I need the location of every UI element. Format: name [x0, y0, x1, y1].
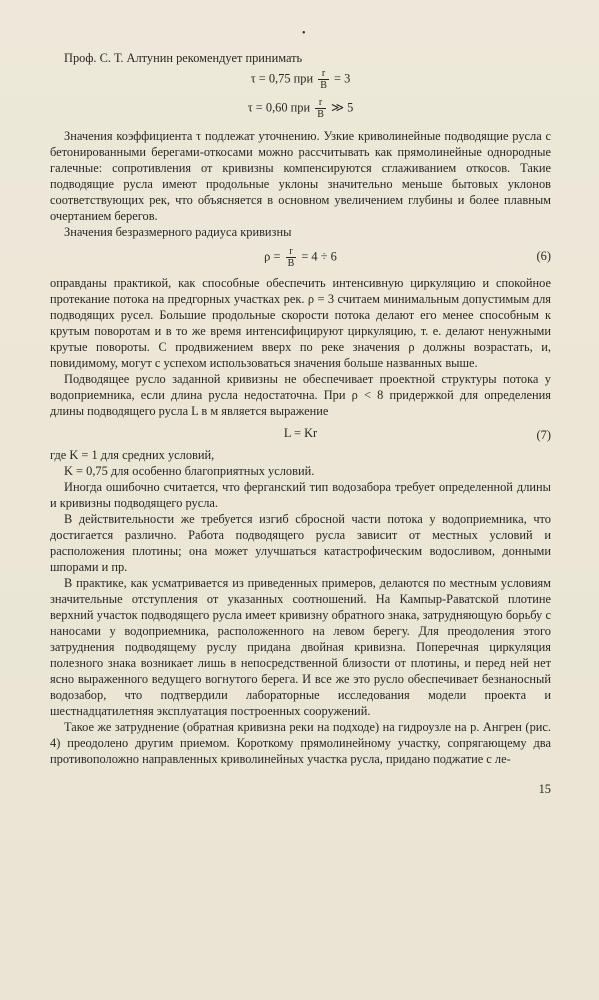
- paragraph-8: Такое же затруднение (обратная кривизна реки на подходе) на гидроузле на р. Ангрен (рис. 4) преодолено другим приемом. Короткому прямолинейному участку, сопрягающему два противоположно направленных криволинейных участка русла, придано поджатие с ле-: [50, 720, 551, 766]
- formula-1-rhs: = 3: [334, 71, 351, 86]
- paragraph-1: Значения коэффициента τ подлежат уточнению. Узкие криволинейные подводящие русла с бетонированными берегами-откосами можно рассчитывать как прямолинейные однородные галечные: сопротивления от кривизны компенсируются сглаживанием откосов. Такие подводящие русла имеют продольные уклоны значительно меньше бытовых уклонов соответствующих рек, что объясняется в основном увеличением глубины и более плавным очертанием берегов.: [50, 129, 551, 223]
- paragraph-3: оправданы практикой, как способные обеспечить интенсивную циркуляцию и спокойное протекание потока на предгорных участках рек. ρ = 3 считаем минимальным допустимым для подводящих русел. Большие продольные скорости потока делают его менее способным к крутым поворотам и в то же время интенсифицируют циркуляцию, т. е. делают ненужными крутые повороты. С продвижением вверх по реке значения ρ должны возрастать, и, повидимому, могут с успехом использоваться значения больше названных выше.: [50, 276, 551, 370]
- where-line-1: где K = 1 для средних условий,: [50, 448, 215, 462]
- formula-2-lhs: τ = 0,60 при: [247, 100, 311, 115]
- formula-7-expr: L = Kr: [283, 426, 318, 440]
- formula-6-fraction: $\frac{r}{B}$: [287, 246, 295, 269]
- formula-6-number: (6): [536, 249, 551, 263]
- formula-1-lhs: τ = 0,75 при: [250, 71, 314, 86]
- paragraph-6: В действительности же требуется изгиб сбросной части потока у водоприемника, что достигается различно. Работа подводящего русла зависит от местных условий и расположения плотины; она может улучшаться катастрофическим водосливом, донными шпорами и пр.: [50, 512, 551, 574]
- paragraph-2: Значения безразмерного радиуса кривизны: [64, 225, 292, 239]
- intro-line: Проф. С. Т. Алтунин рекомендует принимать: [64, 51, 303, 65]
- formula-2-rhs: ≫ 5: [331, 100, 354, 115]
- formula-1-fraction: $\frac{r}{B}$: [320, 68, 327, 91]
- formula-6-lhs: ρ =: [264, 249, 281, 264]
- page-mark: •: [302, 28, 306, 39]
- formula-7: [50, 425, 551, 441]
- formula-7-number: (7): [536, 428, 551, 442]
- paragraph-5: Иногда ошибочно считается, что ферганский тип водозабора требует определенной длины и кривизны подводящего русла.: [50, 480, 551, 510]
- formula-6-rhs: = 4 ÷ 6: [301, 249, 337, 264]
- formula-2-fraction: $\frac{r}{B}$: [317, 97, 324, 120]
- page-body: [50, 50, 551, 797]
- formula-2: [50, 97, 551, 120]
- formula-1: [50, 68, 551, 91]
- page-number: 15: [538, 782, 551, 796]
- paragraph-4: Подводящее русло заданной кривизны не обеспечивает проектной структуры потока у водоприемника, если длина русла недостаточна. При ρ < 8 придержкой для определения длины подводящего русла L в м является выражение: [50, 372, 551, 418]
- paragraph-7: В практике, как усматривается из приведенных примеров, делаются по местным условиям значительные отступления от указанных соотношений. На Кампыр-Раватской плотине верхний участок подводящего русла имеет кривизну обратного знака, затрудняющую борьбу с наносами у водоприемника, расположенного на левом берегу. Для преодоления этого затруднения подводящему руслу придана двойная кривизна. Поперечная циркуляция полезного знака возникает лишь в непосредственной близости от плотины, и перед ней нет ясно выраженного ведущего вогнутого берега. И все же это русло обеспечивает безнаносный водозабор, что подтвердили лабораторные исследования модели проекта и шестнадцатилетняя эксплуатация построенных сооружений.: [50, 576, 551, 718]
- formula-6: [50, 246, 551, 269]
- where-line-2: K = 0,75 для особенно благоприятных условий.: [64, 464, 315, 478]
